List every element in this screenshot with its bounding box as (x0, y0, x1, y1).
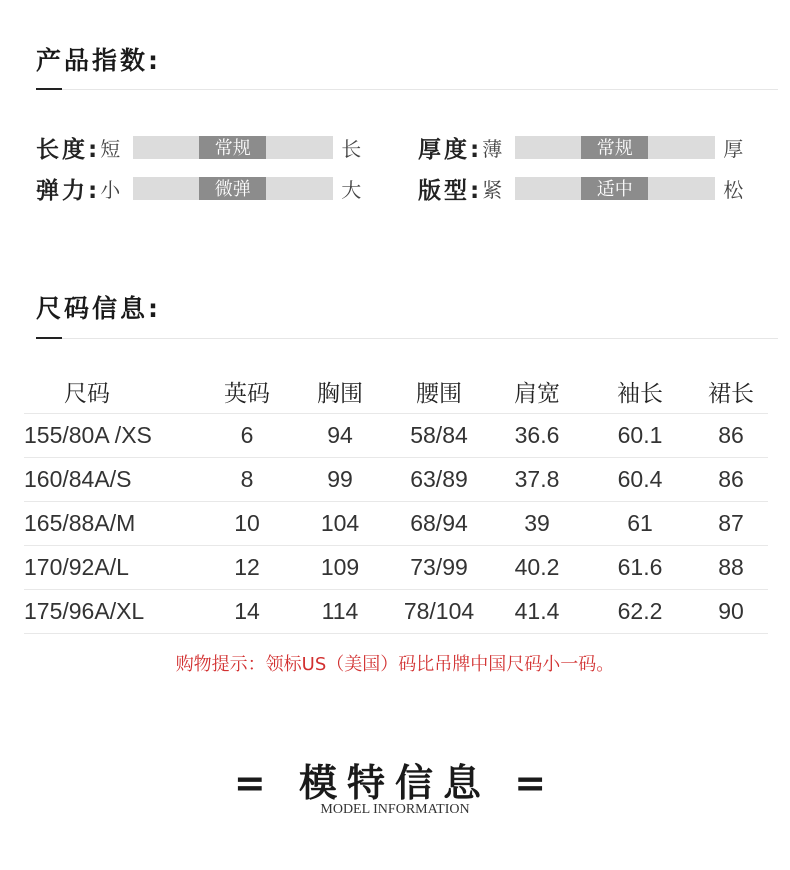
header-skirt-length: 裙长 (694, 370, 768, 414)
index-label: 长度: (36, 136, 101, 163)
cell-chest: 114 (290, 590, 390, 634)
cell-shoulder: 39 (488, 502, 586, 546)
cell-chest: 104 (290, 502, 390, 546)
table-row (24, 546, 768, 590)
index-row-length (36, 132, 361, 162)
cell-chest: 94 (290, 414, 390, 458)
product-index-divider (36, 89, 778, 90)
cell-size: 165/88A/M (24, 502, 204, 546)
cell-sleeve: 60.1 (586, 414, 694, 458)
cell-size: 170/92A/L (24, 546, 204, 590)
index-marker: 常规 (199, 136, 266, 159)
cell-skirt-length: 88 (694, 546, 768, 590)
index-low-label: 短 (100, 136, 121, 161)
cell-uk-size: 8 (204, 458, 290, 502)
cell-shoulder: 40.2 (488, 546, 586, 590)
cell-chest: 99 (290, 458, 390, 502)
cell-sleeve: 61.6 (586, 546, 694, 590)
index-row-thickness (418, 132, 743, 162)
cell-waist: 73/99 (390, 546, 488, 590)
model-info-subtitle: MODEL INFORMATION (320, 802, 470, 817)
index-marker: 适中 (581, 177, 648, 200)
index-bar (515, 136, 715, 159)
cell-uk-size: 12 (204, 546, 290, 590)
table-row (24, 414, 768, 458)
header-size: 尺码 (24, 370, 204, 414)
cell-skirt-length: 86 (694, 414, 768, 458)
size-table-header-row (24, 370, 768, 414)
index-bar (515, 177, 715, 200)
cell-uk-size: 14 (204, 590, 290, 634)
header-chest: 胸围 (290, 370, 390, 414)
product-index-divider-accent (36, 88, 62, 90)
header-waist: 腰围 (390, 370, 488, 414)
index-bar (133, 177, 333, 200)
cell-shoulder: 36.6 (488, 414, 586, 458)
cell-sleeve: 61 (586, 502, 694, 546)
index-high-label: 长 (341, 136, 362, 161)
index-high-label: 松 (723, 177, 744, 202)
cell-sleeve: 60.4 (586, 458, 694, 502)
size-info-divider (36, 338, 778, 339)
index-high-label: 厚 (723, 136, 744, 161)
cell-skirt-length: 87 (694, 502, 768, 546)
table-row (24, 458, 768, 502)
size-info-divider-accent (36, 337, 62, 339)
cell-waist: 78/104 (390, 590, 488, 634)
cell-skirt-length: 90 (694, 590, 768, 634)
shopping-tip: 购物提示：领标US（美国）码比吊牌中国尺码小一码。 (175, 654, 615, 675)
header-sleeve: 袖长 (586, 370, 694, 414)
index-low-label: 薄 (482, 136, 503, 161)
index-label: 厚度: (418, 136, 483, 163)
index-low-label: 小 (100, 177, 121, 202)
index-marker: 常规 (581, 136, 648, 159)
index-row-stretch (36, 173, 361, 203)
index-row-fit (418, 173, 743, 203)
index-high-label: 大 (341, 177, 362, 202)
cell-size: 175/96A/XL (24, 590, 204, 634)
index-label: 版型: (418, 177, 483, 204)
product-index-title: 产品指数: (36, 46, 161, 75)
size-table (24, 370, 768, 634)
cell-shoulder: 37.8 (488, 458, 586, 502)
cell-skirt-length: 86 (694, 458, 768, 502)
cell-chest: 109 (290, 546, 390, 590)
index-marker: 微弹 (199, 177, 266, 200)
cell-uk-size: 10 (204, 502, 290, 546)
cell-size: 155/80A /XS (24, 414, 204, 458)
cell-shoulder: 41.4 (488, 590, 586, 634)
header-shoulder: 肩宽 (488, 370, 586, 414)
table-row (24, 590, 768, 634)
cell-uk-size: 6 (204, 414, 290, 458)
cell-size: 160/84A/S (24, 458, 204, 502)
cell-waist: 63/89 (390, 458, 488, 502)
cell-waist: 68/94 (390, 502, 488, 546)
cell-waist: 58/84 (390, 414, 488, 458)
size-info-title: 尺码信息: (36, 294, 161, 323)
table-row (24, 502, 768, 546)
model-info-title: = 模特信息 = (233, 761, 557, 805)
index-label: 弹力: (36, 177, 101, 204)
index-low-label: 紧 (482, 177, 503, 202)
cell-sleeve: 62.2 (586, 590, 694, 634)
index-bar (133, 136, 333, 159)
header-uk-size: 英码 (204, 370, 290, 414)
